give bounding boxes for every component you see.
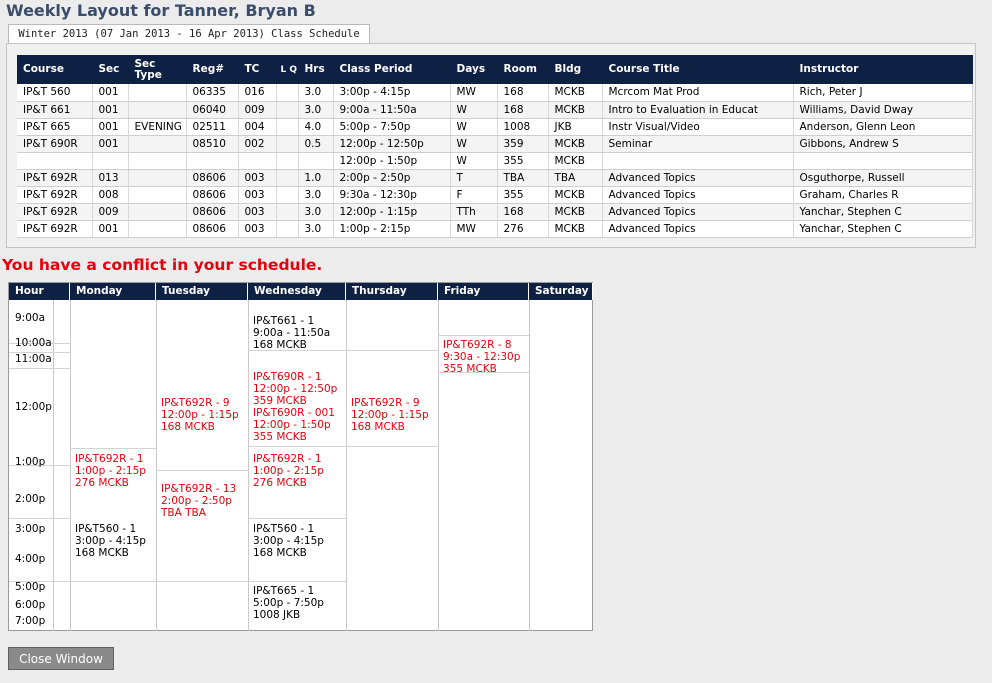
table-cell: 009 bbox=[92, 203, 128, 220]
table-cell: 002 bbox=[238, 135, 276, 152]
table-cell: Instr Visual/Video bbox=[602, 118, 793, 135]
table-cell bbox=[276, 101, 298, 118]
table-cell bbox=[276, 152, 298, 169]
table-cell: 06040 bbox=[186, 101, 238, 118]
table-cell bbox=[128, 220, 186, 237]
col-header-lq: L Q bbox=[276, 55, 298, 84]
table-cell: W bbox=[450, 135, 497, 152]
table-cell: 08606 bbox=[186, 203, 238, 220]
table-cell: 001 bbox=[92, 220, 128, 237]
hour-label: 5:00p bbox=[15, 581, 46, 593]
col-header-class-period: Class Period bbox=[333, 55, 450, 84]
grid-divider bbox=[346, 446, 438, 447]
col-header-room: Room bbox=[497, 55, 548, 84]
table-cell bbox=[298, 152, 333, 169]
col-header-course-title: Course Title bbox=[602, 55, 793, 84]
grid-divider bbox=[346, 350, 438, 351]
table-cell: 3.0 bbox=[298, 220, 333, 237]
col-header-tuesday: Tuesday bbox=[156, 283, 248, 300]
table-cell: Advanced Topics bbox=[602, 220, 793, 237]
table-cell: 0.5 bbox=[298, 135, 333, 152]
hour-label: 4:00p bbox=[15, 553, 46, 565]
weekly-schedule-grid bbox=[8, 282, 593, 631]
class-event: IP&T692R - 1 1:00p - 2:15p 276 MCKB bbox=[253, 453, 324, 489]
table-cell: MCKB bbox=[548, 101, 602, 118]
table-cell: IP&T 690R bbox=[17, 135, 92, 152]
table-cell bbox=[793, 152, 972, 169]
table-cell bbox=[276, 186, 298, 203]
col-header-hrs: Hrs bbox=[298, 55, 333, 84]
tab-class-schedule[interactable]: Winter 2013 (07 Jan 2013 - 16 Apr 2013) Class Schedule bbox=[8, 24, 370, 44]
table-cell: Yanchar, Stephen C bbox=[793, 220, 972, 237]
grid-divider bbox=[248, 518, 346, 519]
table-row bbox=[17, 186, 972, 203]
table-row bbox=[17, 84, 972, 101]
close-window-button[interactable]: Close Window bbox=[8, 647, 114, 670]
table-cell bbox=[128, 84, 186, 101]
hour-label: 11:00a bbox=[15, 353, 52, 365]
grid-divider bbox=[248, 446, 346, 447]
grid-divider bbox=[529, 300, 530, 631]
col-header-hour: Hour bbox=[9, 283, 70, 300]
table-row bbox=[17, 118, 972, 135]
col-header-wednesday: Wednesday bbox=[248, 283, 346, 300]
table-cell: 12:00p - 1:15p bbox=[333, 203, 450, 220]
table-cell: W bbox=[450, 101, 497, 118]
col-header-sec-type: Sec Type bbox=[128, 55, 186, 84]
class-event: IP&T661 - 1 9:00a - 11:50a 168 MCKB bbox=[253, 315, 331, 351]
table-cell bbox=[128, 101, 186, 118]
table-cell: 3.0 bbox=[298, 84, 333, 101]
class-event: IP&T692R - 13 2:00p - 2:50p TBA TBA bbox=[161, 483, 237, 519]
grid-divider bbox=[438, 335, 529, 336]
table-cell: IP&T 560 bbox=[17, 84, 92, 101]
table-cell: 08606 bbox=[186, 169, 238, 186]
col-header-monday: Monday bbox=[70, 283, 156, 300]
table-cell: 08606 bbox=[186, 186, 238, 203]
table-cell: 016 bbox=[238, 84, 276, 101]
table-cell: Advanced Topics bbox=[602, 203, 793, 220]
table-cell: W bbox=[450, 152, 497, 169]
table-cell: EVENING bbox=[128, 118, 186, 135]
table-cell: 004 bbox=[238, 118, 276, 135]
grid-divider bbox=[70, 448, 156, 449]
table-cell: IP&T 661 bbox=[17, 101, 92, 118]
grid-divider bbox=[156, 581, 248, 582]
table-cell: 1008 bbox=[497, 118, 548, 135]
table-cell: IP&T 665 bbox=[17, 118, 92, 135]
table-cell bbox=[128, 169, 186, 186]
table-cell: Osguthorpe, Russell bbox=[793, 169, 972, 186]
table-cell: Yanchar, Stephen C bbox=[793, 203, 972, 220]
page-title: Weekly Layout for Tanner, Bryan B bbox=[6, 1, 316, 20]
table-cell: JKB bbox=[548, 118, 602, 135]
table-cell: 08606 bbox=[186, 220, 238, 237]
class-event: IP&T665 - 1 5:00p - 7:50p 1008 JKB bbox=[253, 585, 324, 621]
table-cell: 003 bbox=[238, 220, 276, 237]
table-cell bbox=[276, 135, 298, 152]
table-cell: 3.0 bbox=[298, 101, 333, 118]
table-cell: IP&T 692R bbox=[17, 220, 92, 237]
table-cell: MCKB bbox=[548, 84, 602, 101]
table-cell: Rich, Peter J bbox=[793, 84, 972, 101]
table-cell: MW bbox=[450, 220, 497, 237]
grid-divider bbox=[70, 581, 156, 582]
table-cell: TBA bbox=[548, 169, 602, 186]
class-event: IP&T692R - 9 12:00p - 1:15p 168 MCKB bbox=[161, 397, 239, 433]
table-cell: 009 bbox=[238, 101, 276, 118]
table-header-row bbox=[17, 55, 972, 84]
col-header-tc: TC bbox=[238, 55, 276, 84]
table-cell: 3.0 bbox=[298, 186, 333, 203]
table-cell: 12:00p - 12:50p bbox=[333, 135, 450, 152]
table-cell: Graham, Charles R bbox=[793, 186, 972, 203]
table-cell: 355 bbox=[497, 152, 548, 169]
table-cell: 003 bbox=[238, 203, 276, 220]
table-cell: IP&T 692R bbox=[17, 203, 92, 220]
table-cell: 013 bbox=[92, 169, 128, 186]
table-cell: Mcrcom Mat Prod bbox=[602, 84, 793, 101]
table-cell: Gibbons, Andrew S bbox=[793, 135, 972, 152]
col-header-reg: Reg# bbox=[186, 55, 238, 84]
table-cell: MCKB bbox=[548, 152, 602, 169]
table-cell: 003 bbox=[238, 169, 276, 186]
conflict-message: You have a conflict in your schedule. bbox=[2, 256, 323, 274]
grid-divider bbox=[156, 470, 248, 471]
class-event: IP&T692R - 9 12:00p - 1:15p 168 MCKB bbox=[351, 397, 429, 433]
table-cell: 003 bbox=[238, 186, 276, 203]
table-cell bbox=[186, 152, 238, 169]
table-cell: 4.0 bbox=[298, 118, 333, 135]
col-header-sec: Sec bbox=[92, 55, 128, 84]
table-cell: MCKB bbox=[548, 135, 602, 152]
hour-label: 10:00a bbox=[15, 337, 52, 349]
table-cell: 5:00p - 7:50p bbox=[333, 118, 450, 135]
table-cell bbox=[276, 220, 298, 237]
table-cell: 06335 bbox=[186, 84, 238, 101]
hour-label: 1:00p bbox=[15, 456, 46, 468]
table-cell: 1:00p - 2:15p bbox=[333, 220, 450, 237]
table-cell: IP&T 692R bbox=[17, 186, 92, 203]
table-cell: W bbox=[450, 118, 497, 135]
table-cell: 08510 bbox=[186, 135, 238, 152]
table-cell: 359 bbox=[497, 135, 548, 152]
table-cell: 9:30a - 12:30p bbox=[333, 186, 450, 203]
table-cell: Advanced Topics bbox=[602, 169, 793, 186]
table-cell: 276 bbox=[497, 220, 548, 237]
table-cell: MCKB bbox=[548, 220, 602, 237]
table-cell: 001 bbox=[92, 118, 128, 135]
table-cell: 168 bbox=[497, 101, 548, 118]
table-cell: T bbox=[450, 169, 497, 186]
table-cell: 3.0 bbox=[298, 203, 333, 220]
table-cell: Anderson, Glenn Leon bbox=[793, 118, 972, 135]
table-cell bbox=[128, 135, 186, 152]
table-cell: 1.0 bbox=[298, 169, 333, 186]
table-cell bbox=[128, 203, 186, 220]
table-cell: IP&T 692R bbox=[17, 169, 92, 186]
table-cell: Intro to Evaluation in Educat bbox=[602, 101, 793, 118]
hour-label: 9:00a bbox=[15, 312, 46, 324]
table-cell: F bbox=[450, 186, 497, 203]
table-cell: 355 bbox=[497, 186, 548, 203]
table-cell bbox=[128, 152, 186, 169]
grid-divider bbox=[248, 581, 346, 582]
table-row bbox=[17, 203, 972, 220]
table-cell bbox=[602, 152, 793, 169]
table-row bbox=[17, 169, 972, 186]
table-cell bbox=[276, 203, 298, 220]
table-row bbox=[17, 135, 972, 152]
col-header-days: Days bbox=[450, 55, 497, 84]
col-header-course: Course bbox=[17, 55, 92, 84]
table-row bbox=[17, 101, 972, 118]
table-cell: 9:00a - 11:50a bbox=[333, 101, 450, 118]
table-cell bbox=[238, 152, 276, 169]
hour-label: 7:00p bbox=[15, 615, 46, 627]
col-header-thursday: Thursday bbox=[346, 283, 438, 300]
table-cell: MW bbox=[450, 84, 497, 101]
table-cell bbox=[276, 84, 298, 101]
table-cell: 168 bbox=[497, 203, 548, 220]
table-row bbox=[17, 220, 972, 237]
class-event: IP&T560 - 1 3:00p - 4:15p 168 MCKB bbox=[75, 523, 146, 559]
table-cell: 02511 bbox=[186, 118, 238, 135]
table-cell: TTh bbox=[450, 203, 497, 220]
class-event: IP&T690R - 1 12:00p - 12:50p 359 MCKB IP&T690R - 001 12:00p - 1:50p 355 MCKB bbox=[253, 371, 338, 443]
class-event: IP&T692R - 1 1:00p - 2:15p 276 MCKB bbox=[75, 453, 146, 489]
table-cell: 168 bbox=[497, 84, 548, 101]
hour-label: 6:00p bbox=[15, 599, 46, 611]
class-schedule-table bbox=[17, 55, 973, 238]
grid-divider bbox=[9, 518, 70, 519]
table-cell: 3:00p - 4:15p bbox=[333, 84, 450, 101]
table-row bbox=[17, 152, 972, 169]
table-cell: MCKB bbox=[548, 203, 602, 220]
table-cell: 001 bbox=[92, 135, 128, 152]
table-cell: TBA bbox=[497, 169, 548, 186]
table-cell: 001 bbox=[92, 84, 128, 101]
col-header-bldg: Bldg bbox=[548, 55, 602, 84]
col-header-saturday: Saturday bbox=[529, 283, 593, 300]
grid-divider bbox=[438, 300, 439, 631]
col-header-instructor: Instructor bbox=[793, 55, 972, 84]
class-event: IP&T560 - 1 3:00p - 4:15p 168 MCKB bbox=[253, 523, 324, 559]
table-cell: MCKB bbox=[548, 186, 602, 203]
table-cell: Advanced Topics bbox=[602, 186, 793, 203]
table-cell bbox=[92, 152, 128, 169]
table-cell: Seminar bbox=[602, 135, 793, 152]
table-cell: 001 bbox=[92, 101, 128, 118]
table-cell: Williams, David Dway bbox=[793, 101, 972, 118]
hour-label: 3:00p bbox=[15, 523, 46, 535]
table-cell: 12:00p - 1:50p bbox=[333, 152, 450, 169]
grid-divider bbox=[9, 368, 70, 369]
class-event: IP&T692R - 8 9:30a - 12:30p 355 MCKB bbox=[443, 339, 521, 375]
col-header-friday: Friday bbox=[438, 283, 529, 300]
table-cell bbox=[276, 118, 298, 135]
hour-label: 12:00p bbox=[15, 401, 52, 413]
table-cell bbox=[17, 152, 92, 169]
hour-label: 2:00p bbox=[15, 493, 46, 505]
table-cell bbox=[128, 186, 186, 203]
table-cell: 008 bbox=[92, 186, 128, 203]
table-cell: 2:00p - 2:50p bbox=[333, 169, 450, 186]
table-cell bbox=[276, 169, 298, 186]
